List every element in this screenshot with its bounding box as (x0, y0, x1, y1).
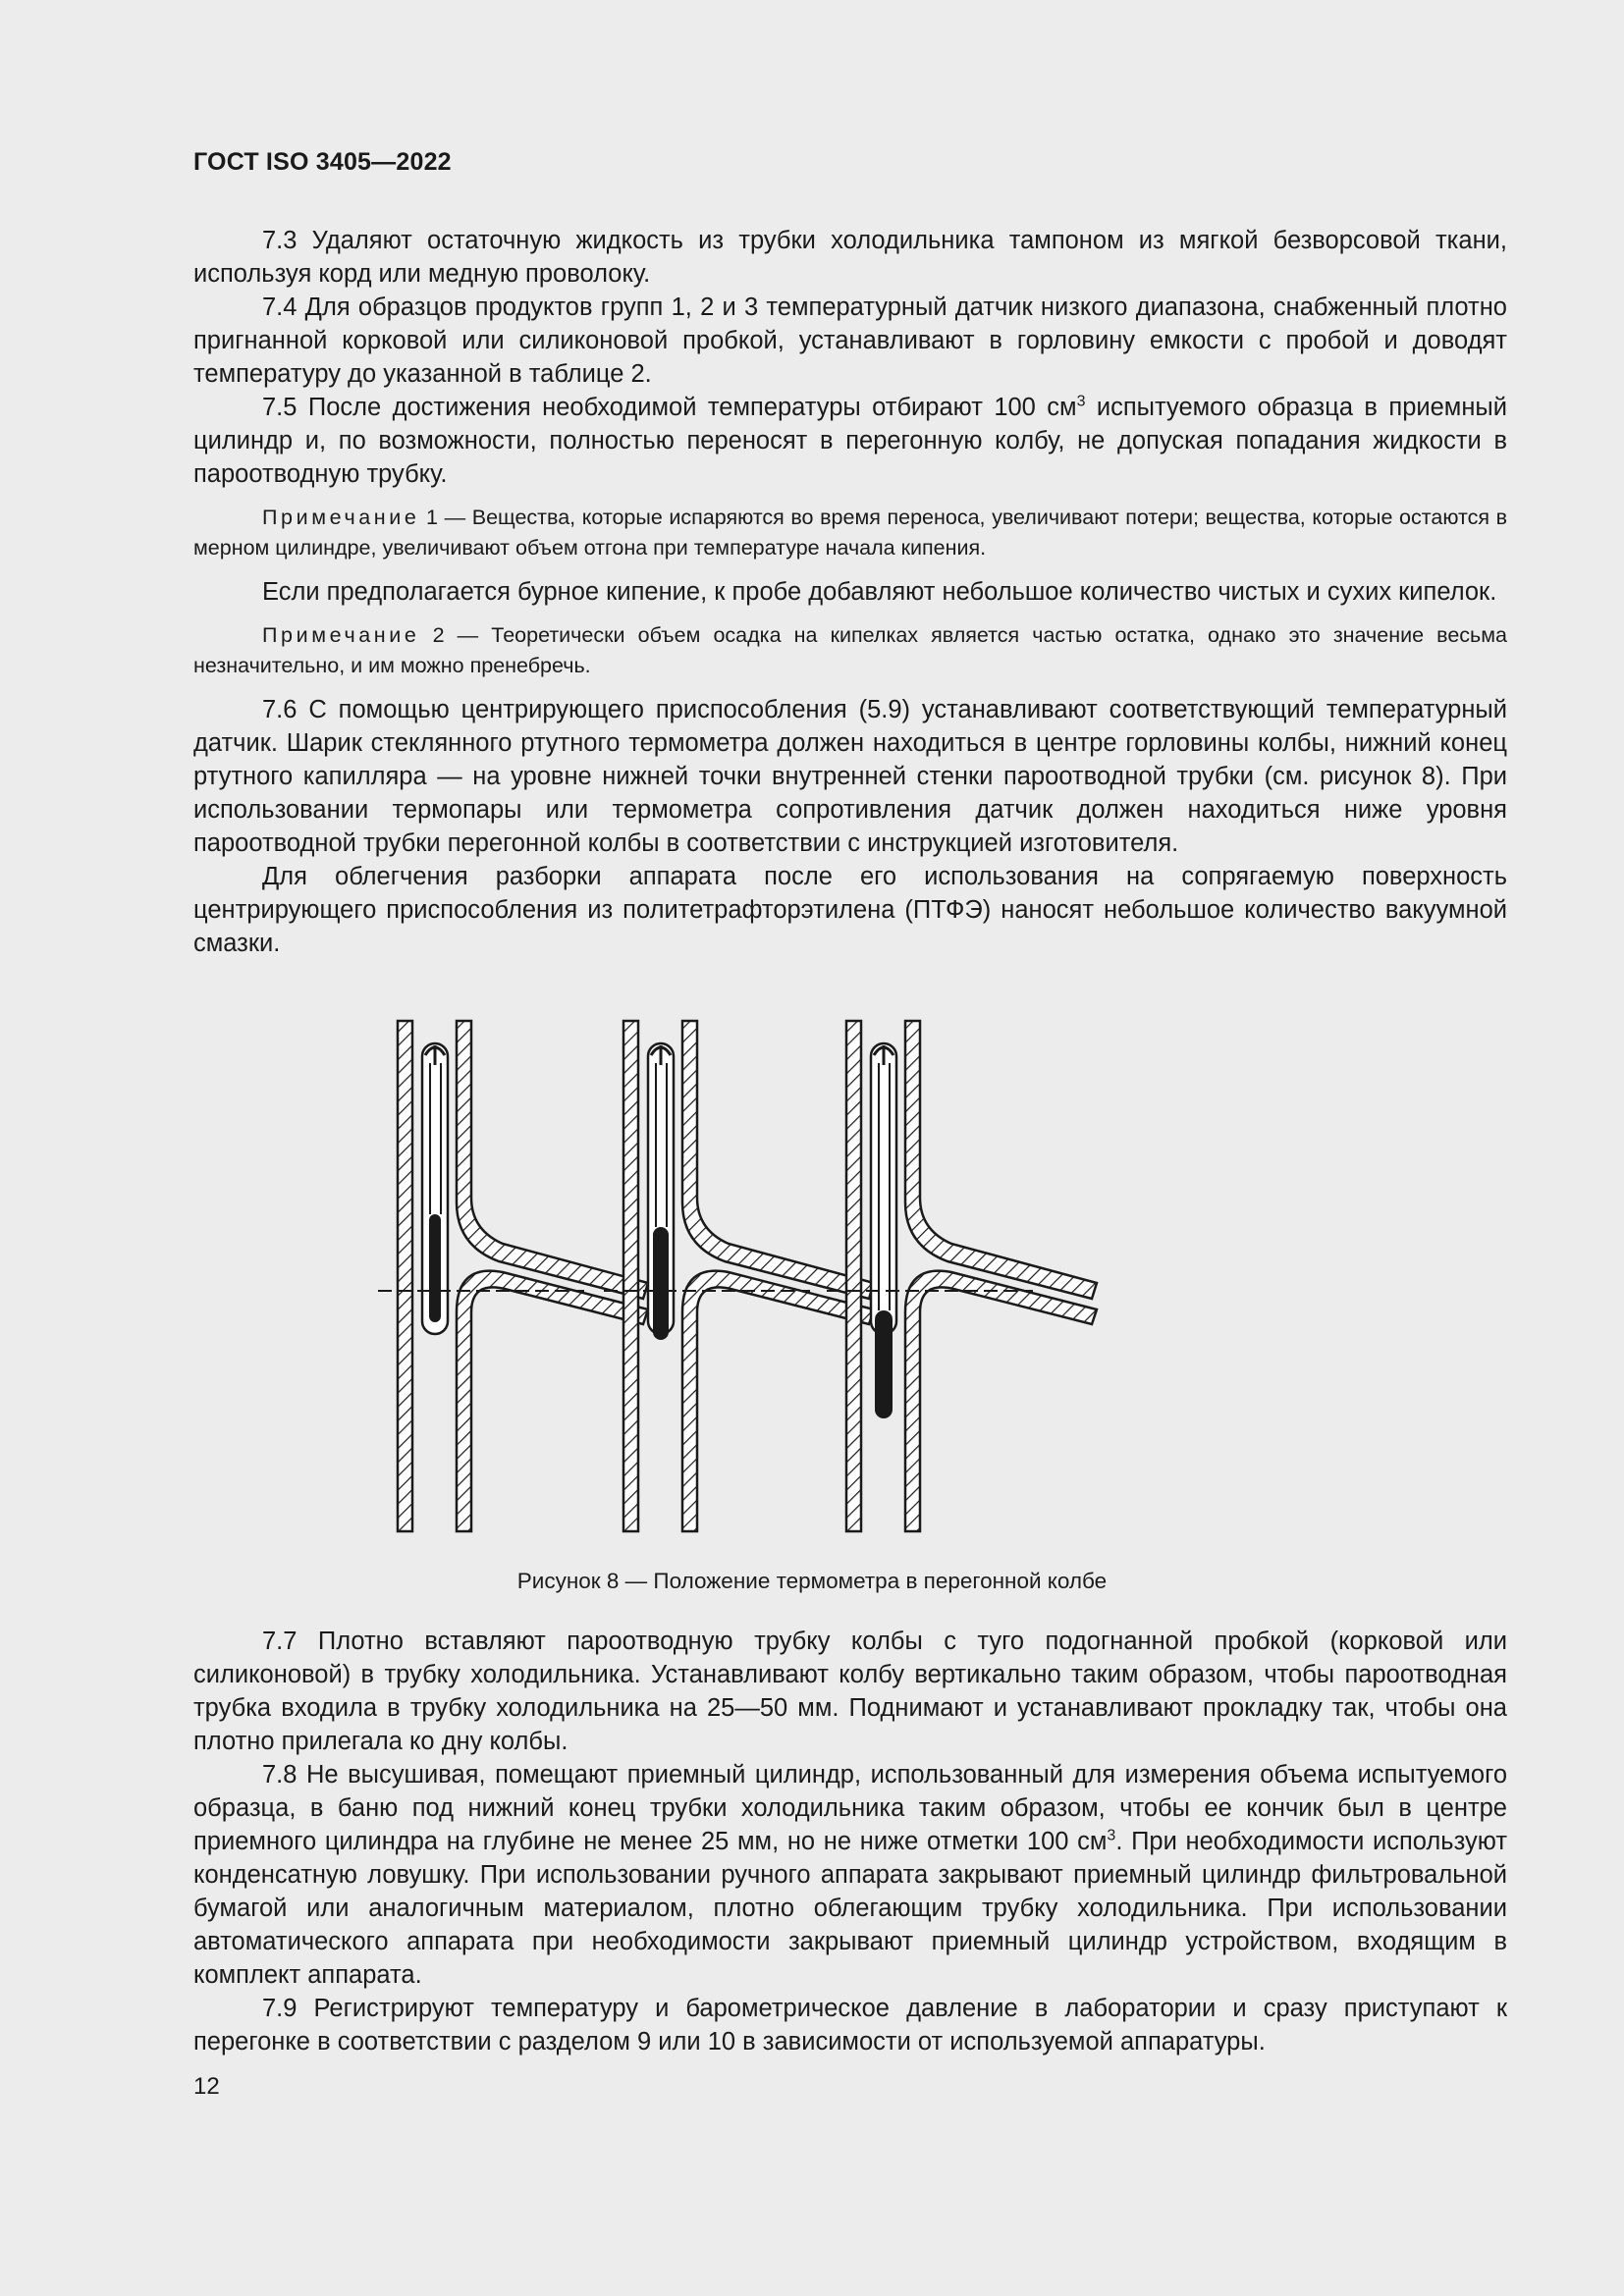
paragraph-7-7: 7.7 Плотно вставляют пароотводную трубку колбы с туго подогнанной пробкой (корковой или силиконовой) в трубку холодильника. Устанавливают колбу вертикально таким образом, чтобы пароотводная трубка входила в трубку холодильника на 25—50 мм. Поднимают и устанавливают прокладку так, чтобы она плотно прилегала ко дну колбы. (193, 1628, 1507, 1755)
note-1: Примечание 1 — Вещества, которые испаряются во время переноса, увеличивают потери; вещества, которые остаются в мерном цилиндре, увеличивают объем отгона при температуре начала кипения. (193, 506, 1507, 560)
flask-diagram-3 (846, 1021, 1097, 1531)
text-block-top (193, 224, 1507, 960)
paragraph-7-6: 7.6 С помощью центрирующего приспособления (5.9) устанавливают соответствующий температурный датчик. Шарик стеклянного ртутного термометра должен находиться в центре горловины колбы, нижний конец ртутного капилляра — на уровне нижней точки внутренней стенки пароотводной трубки (см. рисунок 8). При использовании термопары или термометра сопротивления датчик должен находиться ниже уровня пароотводной трубки перегонной колбы в соответствии с инструкцией изготовителя. (193, 696, 1507, 857)
note-2: Примечание 2 — Теоретически объем осадка на кипелках является частью остатка, однако это значение весьма незначительно, и им можно пренебречь. (193, 623, 1507, 677)
paragraph-7-8: 7.8 Не высушивая, помещают приемный цилиндр, использованный для измерения объема испытуемого образца, в баню под нижний конец трубки холодильника таким образом, чтобы ее кончик был в центре приемного цилиндра на глубине не менее 25 мм, но не ниже отметки 100 $см^3$. При необходимости используют конденсатную ловушку. При использовании ручного аппарата закрывают приемный цилиндр фильтровальной бумагой или аналогичным материалом, плотно облегающим трубку холодильника. При использовании автоматического аппарата при необходимости закрывают приемный цилиндр устройством, входящим в комплект аппарата. (193, 1761, 1507, 1989)
document-header: ГОСТ ISO 3405—2022 (193, 148, 452, 176)
note-label: Примечание (262, 506, 420, 529)
figure-8-thermometer-positions (353, 1006, 1335, 1556)
paragraph-7-3: 7.3 Удаляют остаточную жидкость из трубки холодильника тампоном из мягкой безворсовой ткани, используя корд или медную проволоку. (193, 227, 1507, 288)
paragraph-boiling: Если предполагается бурное кипение, к пробе добавляют небольшое количество чистых и сухих кипелок. (262, 578, 1497, 606)
flask-diagram-1 (398, 1021, 648, 1531)
note-label: Примечание (262, 623, 420, 647)
paragraph-7-4: 7.4 Для образцов продуктов групп 1, 2 и 3 температурный датчик низкого диапазона, снабженный плотно пригнанной корковой или силиконовой пробкой, устанавливают в горловину емкости с пробой и доводят температуру до указанной в таблице 2. (193, 294, 1507, 388)
paragraph-grease: Для облегчения разборки аппарата после его использования на сопрягаемую поверхность центрирующего приспособления из политетрафторэтилена (ПТФЭ) наносят небольшое количество вакуумной смазки. (193, 863, 1507, 957)
text-block-bottom (193, 1625, 1507, 2058)
paragraph-7-9: 7.9 Регистрируют температуру и барометрическое давление в лаборатории и сразу приступают к перегонке в соответствии с разделом 9 или 10 в зависимости от используемой аппаратуры. (193, 1995, 1507, 2056)
flask-diagram-2 (623, 1021, 874, 1531)
figure-caption: Рисунок 8 — Положение термометра в перегонной колбе (516, 1569, 1108, 1593)
paragraph-7-5: 7.5 После достижения необходимой температуры отбирают 100 $см^3$ испытуемого образца в приемный цилиндр и, по возможности, полностью переносят в перегонную колбу, не допуская попадания жидкости в пароотводную трубку. (193, 393, 1507, 488)
page-number: 12 (193, 2073, 220, 2100)
